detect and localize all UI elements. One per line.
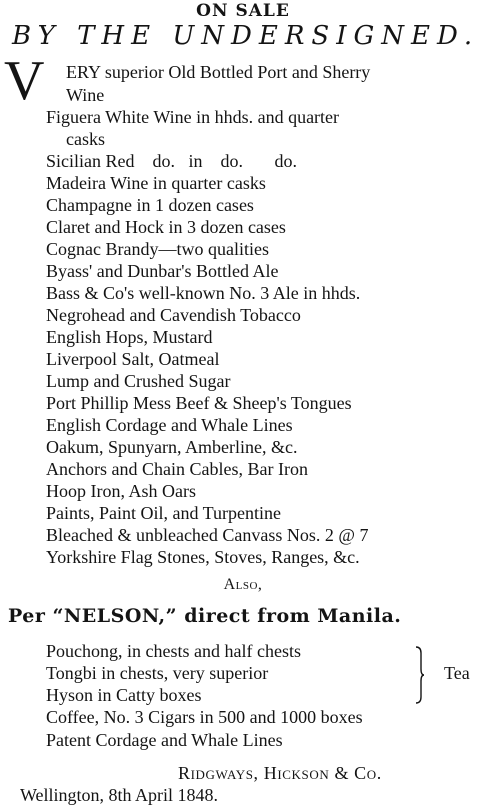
list-item: Figuera White Wine in hhds. and quarter	[46, 107, 340, 127]
list-item: Madeira Wine in quarter casks	[46, 173, 266, 193]
tea-item: Hyson in Catty boxes	[46, 685, 202, 705]
list-item: English Hops, Mustard	[46, 327, 213, 347]
list-item: Bleached & unbleached Canvass Nos. 2 @ 7	[46, 525, 369, 545]
list-item: Byass' and Dunbar's Bottled Ale	[46, 261, 279, 281]
list-item: Yorkshire Flag Stones, Stoves, Ranges, &c.	[46, 547, 360, 567]
list-item-continuation: casks	[66, 129, 105, 149]
heading-on-sale: ON SALE	[196, 1, 290, 21]
per-nelson-heading: Per “NELSON,” direct from Manila.	[8, 605, 402, 627]
list-item: Sicilian Red do. in do. do.	[46, 151, 297, 171]
list-item: Liverpool Salt, Oatmeal	[46, 349, 220, 369]
curly-brace	[414, 645, 424, 705]
list-item: Bass & Co's well-known No. 3 Ale in hhds.	[46, 283, 361, 303]
list-item: Oakum, Spunyarn, Amberline, &c.	[46, 437, 298, 457]
dateline: Wellington, 8th April 1848.	[20, 785, 219, 805]
list-item: Lump and Crushed Sugar	[46, 371, 231, 391]
list-item: Paints, Paint Oil, and Turpentine	[46, 503, 282, 523]
list-item: Negrohead and Cavendish Tobacco	[46, 305, 301, 325]
list-item-continuation: Wine	[66, 85, 105, 105]
list-item: Hoop Iron, Ash Oars	[46, 481, 196, 501]
list-item: Champagne in 1 dozen cases	[46, 195, 254, 215]
list-item: Claret and Hock in 3 dozen cases	[46, 217, 286, 237]
list-item: Cognac Brandy—two qualities	[46, 239, 269, 259]
list-item: Patent Cordage and Whale Lines	[46, 730, 283, 750]
heading-by-the-undersigned: BY THE UNDERSIGNED.	[12, 21, 480, 51]
tea-label: Tea	[444, 663, 470, 683]
drop-cap: V	[4, 50, 45, 112]
tea-item: Tongbi in chests, very superior	[46, 663, 269, 683]
list-item: Anchors and Chain Cables, Bar Iron	[46, 459, 308, 479]
list-item: Port Phillip Mess Beef & Sheep's Tongues	[46, 393, 352, 413]
list-item: ERY superior Old Bottled Port and Sherry	[66, 62, 371, 82]
list-item: Coffee, No. 3 Cigars in 500 and 1000 boxes	[46, 707, 363, 727]
tea-item: Pouchong, in chests and half chests	[46, 641, 301, 661]
also-heading: Also,	[223, 576, 263, 593]
list-item: English Cordage and Whale Lines	[46, 415, 293, 435]
signature: Ridgways, Hickson & Co.	[178, 763, 382, 783]
